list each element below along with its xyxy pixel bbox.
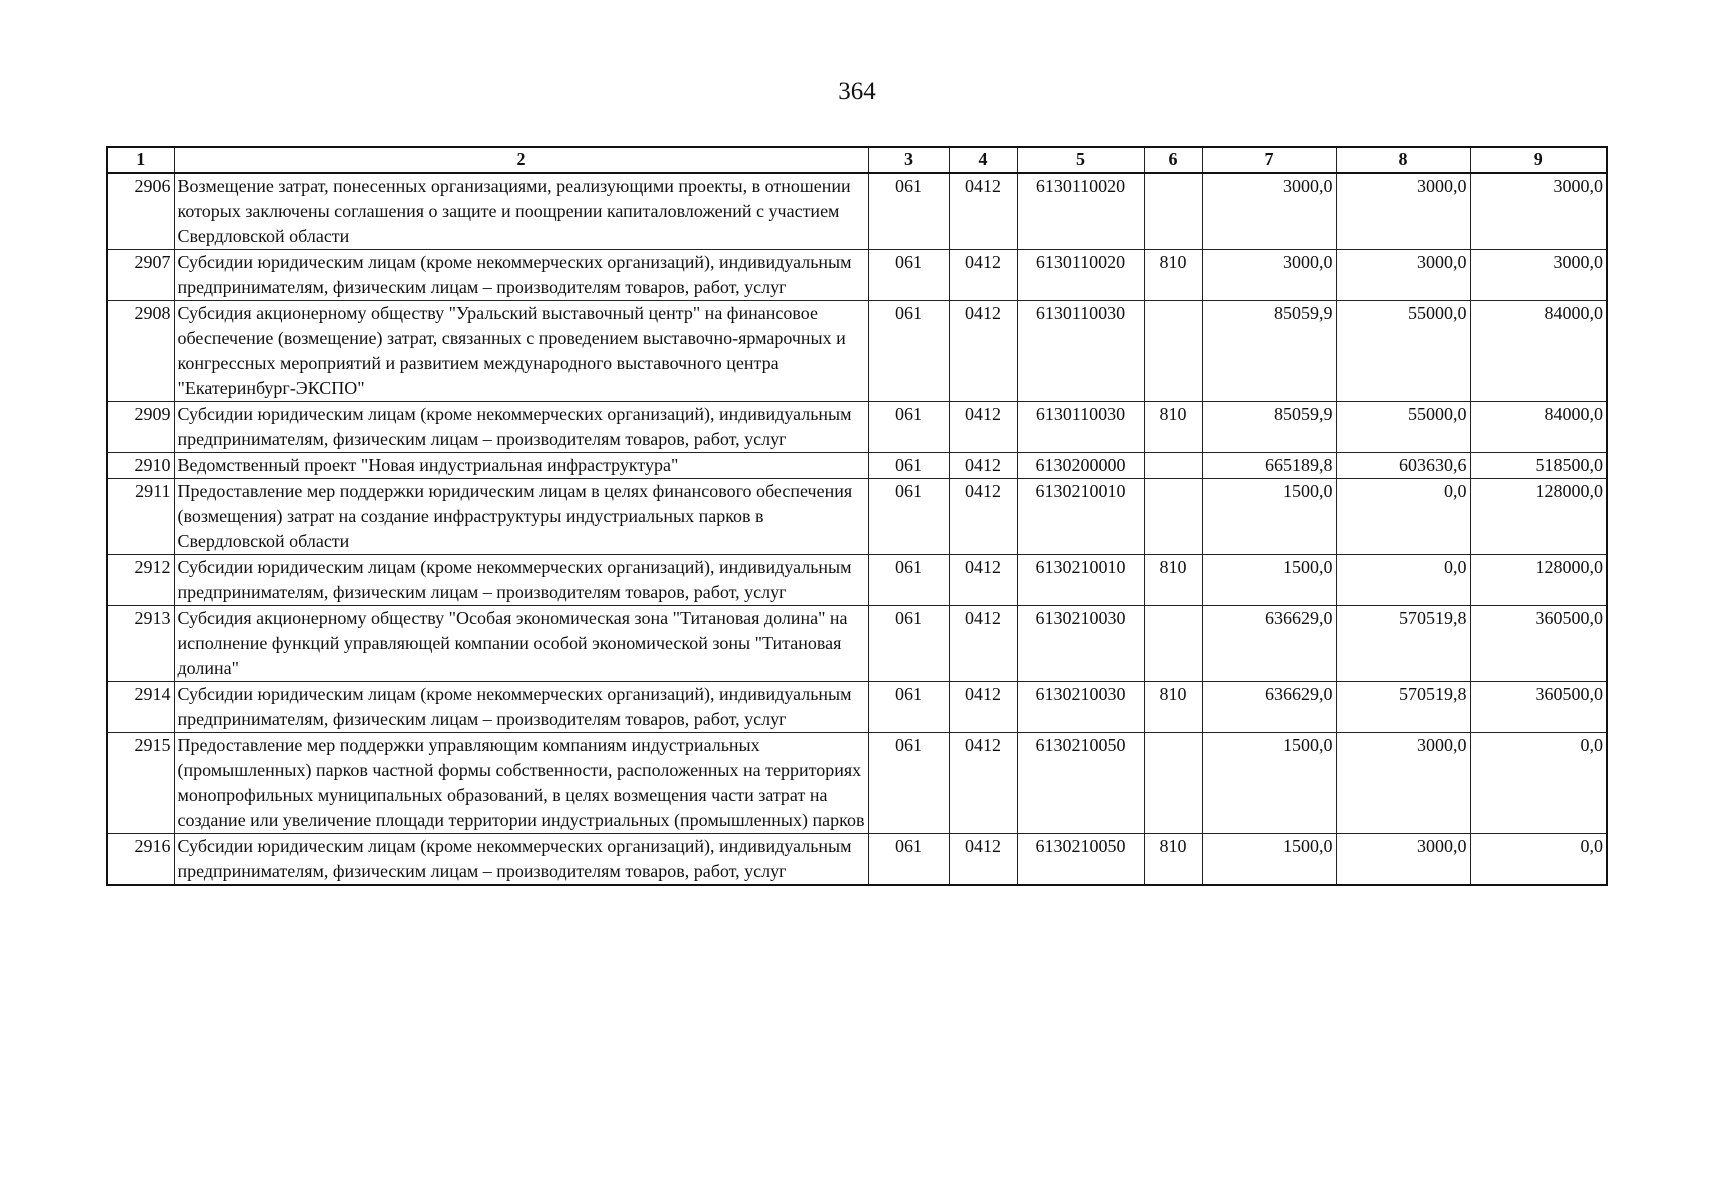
cell-col6 <box>1144 301 1202 402</box>
cell-col3: 061 <box>868 606 949 682</box>
cell-col9: 3000,0 <box>1470 173 1607 250</box>
cell-col8: 55000,0 <box>1336 301 1470 402</box>
cell-col5: 6130110020 <box>1017 173 1144 250</box>
cell-col5: 6130200000 <box>1017 453 1144 479</box>
cell-col4: 0412 <box>949 250 1017 301</box>
cell-col5: 6130210030 <box>1017 682 1144 733</box>
page-number: 364 <box>838 78 876 105</box>
cell-col3: 061 <box>868 733 949 834</box>
column-header: 7 <box>1202 147 1336 173</box>
cell-col9: 0,0 <box>1470 834 1607 886</box>
cell-col4: 0412 <box>949 834 1017 886</box>
cell-col5: 6130210030 <box>1017 606 1144 682</box>
cell-col7: 3000,0 <box>1202 173 1336 250</box>
cell-col7: 636629,0 <box>1202 606 1336 682</box>
cell-col6 <box>1144 453 1202 479</box>
cell-col4: 0412 <box>949 402 1017 453</box>
table-row <box>107 682 1607 733</box>
row-name: Субсидии юридическим лицам (кроме некоммерческих организаций), индивидуальным предпринимателям, физическим лицам – производителям товаров, работ, услуг <box>174 682 868 733</box>
cell-col3: 061 <box>868 682 949 733</box>
budget-table <box>106 146 1608 886</box>
cell-col6: 810 <box>1144 402 1202 453</box>
cell-col7: 636629,0 <box>1202 682 1336 733</box>
cell-col8: 3000,0 <box>1336 733 1470 834</box>
cell-col7: 1500,0 <box>1202 555 1336 606</box>
cell-col6: 810 <box>1144 834 1202 886</box>
cell-col9: 518500,0 <box>1470 453 1607 479</box>
cell-col6: 810 <box>1144 555 1202 606</box>
column-header: 2 <box>174 147 868 173</box>
row-number: 2915 <box>107 733 174 834</box>
cell-col6 <box>1144 479 1202 555</box>
cell-col6 <box>1144 173 1202 250</box>
cell-col7: 3000,0 <box>1202 250 1336 301</box>
row-name: Субсидии юридическим лицам (кроме некоммерческих организаций), индивидуальным предпринимателям, физическим лицам – производителям товаров, работ, услуг <box>174 402 868 453</box>
table-row <box>107 479 1607 555</box>
table-row <box>107 301 1607 402</box>
row-number: 2911 <box>107 479 174 555</box>
table-row <box>107 606 1607 682</box>
cell-col5: 6130210010 <box>1017 555 1144 606</box>
row-name: Ведомственный проект "Новая индустриальная инфраструктура" <box>174 453 868 479</box>
row-number: 2914 <box>107 682 174 733</box>
row-name: Предоставление мер поддержки юридическим лицам в целях финансового обеспечения (возмещения) затрат на создание инфраструктуры индустриальных парков в Свердловской области <box>174 479 868 555</box>
cell-col7: 1500,0 <box>1202 479 1336 555</box>
row-name: Возмещение затрат, понесенных организациями, реализующими проекты, в отношении которых заключены соглашения о защите и поощрении капиталовложений с участием Свердловской области <box>174 173 868 250</box>
cell-col9: 360500,0 <box>1470 606 1607 682</box>
cell-col4: 0412 <box>949 682 1017 733</box>
table-row <box>107 402 1607 453</box>
cell-col9: 84000,0 <box>1470 402 1607 453</box>
cell-col5: 6130210010 <box>1017 479 1144 555</box>
cell-col4: 0412 <box>949 173 1017 250</box>
cell-col6 <box>1144 606 1202 682</box>
row-number: 2907 <box>107 250 174 301</box>
cell-col8: 3000,0 <box>1336 173 1470 250</box>
table-row <box>107 173 1607 250</box>
cell-col6 <box>1144 733 1202 834</box>
cell-col3: 061 <box>868 479 949 555</box>
row-number: 2909 <box>107 402 174 453</box>
cell-col4: 0412 <box>949 733 1017 834</box>
cell-col8: 570519,8 <box>1336 682 1470 733</box>
cell-col8: 0,0 <box>1336 479 1470 555</box>
cell-col4: 0412 <box>949 453 1017 479</box>
cell-col5: 6130110020 <box>1017 250 1144 301</box>
row-number: 2912 <box>107 555 174 606</box>
row-number: 2916 <box>107 834 174 886</box>
cell-col8: 0,0 <box>1336 555 1470 606</box>
cell-col3: 061 <box>868 555 949 606</box>
cell-col9: 3000,0 <box>1470 250 1607 301</box>
cell-col4: 0412 <box>949 479 1017 555</box>
cell-col3: 061 <box>868 301 949 402</box>
cell-col7: 1500,0 <box>1202 733 1336 834</box>
cell-col7: 665189,8 <box>1202 453 1336 479</box>
cell-col4: 0412 <box>949 555 1017 606</box>
table-row <box>107 834 1607 886</box>
cell-col9: 128000,0 <box>1470 479 1607 555</box>
column-header: 4 <box>949 147 1017 173</box>
cell-col9: 360500,0 <box>1470 682 1607 733</box>
row-number: 2908 <box>107 301 174 402</box>
row-name: Субсидии юридическим лицам (кроме некоммерческих организаций), индивидуальным предпринимателям, физическим лицам – производителям товаров, работ, услуг <box>174 834 868 886</box>
cell-col9: 0,0 <box>1470 733 1607 834</box>
cell-col3: 061 <box>868 834 949 886</box>
cell-col6: 810 <box>1144 682 1202 733</box>
row-name: Субсидия акционерному обществу "Особая экономическая зона "Титановая долина" на исполнение функций управляющей компании особой экономической зоны "Титановая долина" <box>174 606 868 682</box>
row-name: Предоставление мер поддержки управляющим компаниям индустриальных (промышленных) парков частной формы собственности, расположенных на территориях монопрофильных муниципальных образований, в целях возмещения части затрат на создание или увеличение площади территории индустриальных (промышленных) парков <box>174 733 868 834</box>
cell-col4: 0412 <box>949 606 1017 682</box>
cell-col5: 6130210050 <box>1017 834 1144 886</box>
cell-col8: 3000,0 <box>1336 250 1470 301</box>
table-row <box>107 555 1607 606</box>
cell-col3: 061 <box>868 402 949 453</box>
cell-col8: 570519,8 <box>1336 606 1470 682</box>
cell-col7: 1500,0 <box>1202 834 1336 886</box>
cell-col5: 6130110030 <box>1017 402 1144 453</box>
table-row <box>107 453 1607 479</box>
header-row <box>107 147 1607 173</box>
cell-col4: 0412 <box>949 301 1017 402</box>
column-header: 3 <box>868 147 949 173</box>
table-row <box>107 733 1607 834</box>
cell-col9: 128000,0 <box>1470 555 1607 606</box>
row-number: 2906 <box>107 173 174 250</box>
row-name: Субсидия акционерному обществу "Уральский выставочный центр" на финансовое обеспечение (возмещение) затрат, связанных с проведением выставочно-ярмарочных и конгрессных мероприятий и развитием международного выставочного центра "Екатеринбург-ЭКСПО" <box>174 301 868 402</box>
cell-col8: 3000,0 <box>1336 834 1470 886</box>
cell-col7: 85059,9 <box>1202 402 1336 453</box>
table-row <box>107 250 1607 301</box>
cell-col8: 603630,6 <box>1336 453 1470 479</box>
cell-col6: 810 <box>1144 250 1202 301</box>
cell-col3: 061 <box>868 453 949 479</box>
row-name: Субсидии юридическим лицам (кроме некоммерческих организаций), индивидуальным предпринимателям, физическим лицам – производителям товаров, работ, услуг <box>174 250 868 301</box>
cell-col3: 061 <box>868 250 949 301</box>
column-header: 9 <box>1470 147 1607 173</box>
cell-col7: 85059,9 <box>1202 301 1336 402</box>
column-header: 1 <box>107 147 174 173</box>
column-header: 6 <box>1144 147 1202 173</box>
row-number: 2913 <box>107 606 174 682</box>
column-header: 8 <box>1336 147 1470 173</box>
row-name: Субсидии юридическим лицам (кроме некоммерческих организаций), индивидуальным предпринимателям, физическим лицам – производителям товаров, работ, услуг <box>174 555 868 606</box>
cell-col5: 6130210050 <box>1017 733 1144 834</box>
row-number: 2910 <box>107 453 174 479</box>
cell-col8: 55000,0 <box>1336 402 1470 453</box>
column-header: 5 <box>1017 147 1144 173</box>
cell-col5: 6130110030 <box>1017 301 1144 402</box>
cell-col3: 061 <box>868 173 949 250</box>
cell-col9: 84000,0 <box>1470 301 1607 402</box>
